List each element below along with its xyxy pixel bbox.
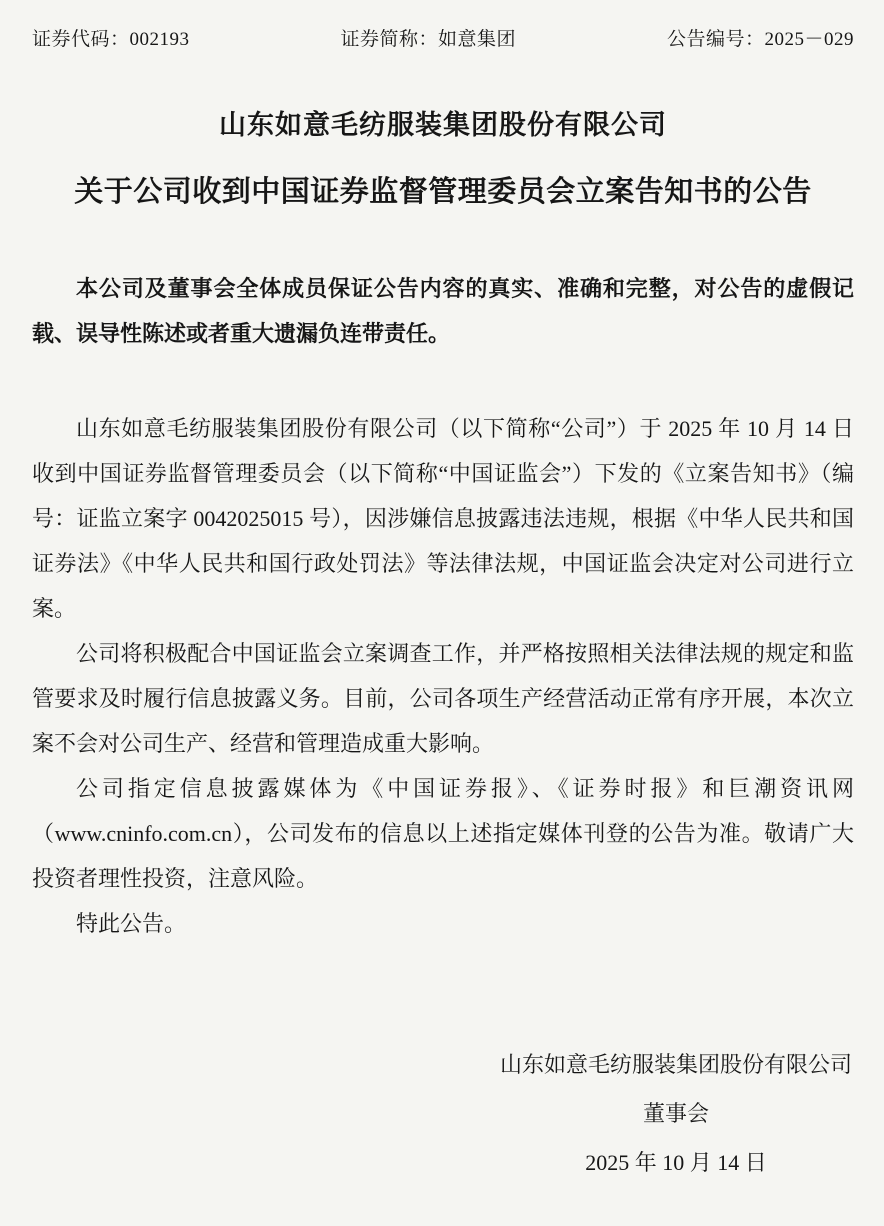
company-name-title: 山东如意毛纺服装集团股份有限公司 xyxy=(219,110,667,140)
announcement-number: 公告编号：2025－029 xyxy=(666,29,854,50)
announcement-title: 关于公司收到中国证券监督管理委员会立案告知书的公告 xyxy=(74,176,812,208)
document-header xyxy=(32,24,854,51)
disclaimer-paragraph: 本公司及董事会全体成员保证公告内容的真实、准确和完整，对公告的虚假记载、误导性陈述或者重大遗漏负连带责任。 xyxy=(32,276,854,346)
closing-statement: 特此公告。 xyxy=(76,911,187,936)
body-paragraph-3: 公司指定信息披露媒体为《中国证券报》、《证券时报》和巨潮资讯网（www.cninfo.com.cn），公司发布的信息以上述指定媒体刊登的公告为准。敬请广大投资者理性投资，注意风险。 xyxy=(32,776,854,891)
body-paragraph-1: 山东如意毛纺服装集团股份有限公司（以下简称“公司”）于 2025 年 10 月 14 日收到中国证券监督管理委员会（以下简称“中国证监会”）下发的《立案告知书》（编号：证监立案字 0042025015 号），因涉嫌信息披露违法违规，根据《中华人民共和国证券法》《中华人民共和国行政处罚法》等法律法规，中国证监会决定对公司进行立案。 xyxy=(32,416,854,621)
signature-block xyxy=(500,1040,852,1187)
body-paragraph-2: 公司将积极配合中国证监会立案调查工作，并严格按照相关法律法规的规定和监管要求及时履行信息披露义务。目前，公司各项生产经营活动正常有序开展，本次立案不会对公司生产、经营和管理造成重大影响。 xyxy=(32,641,854,756)
signature-board: 董事会 xyxy=(642,1101,709,1126)
stock-code: 证券代码：002193 xyxy=(32,29,190,50)
signature-date: 2025 年 10 月 14 日 xyxy=(585,1150,767,1175)
signature-company: 山东如意毛纺服装集团股份有限公司 xyxy=(499,1052,852,1077)
stock-name: 证券简称：如意集团 xyxy=(340,29,516,50)
